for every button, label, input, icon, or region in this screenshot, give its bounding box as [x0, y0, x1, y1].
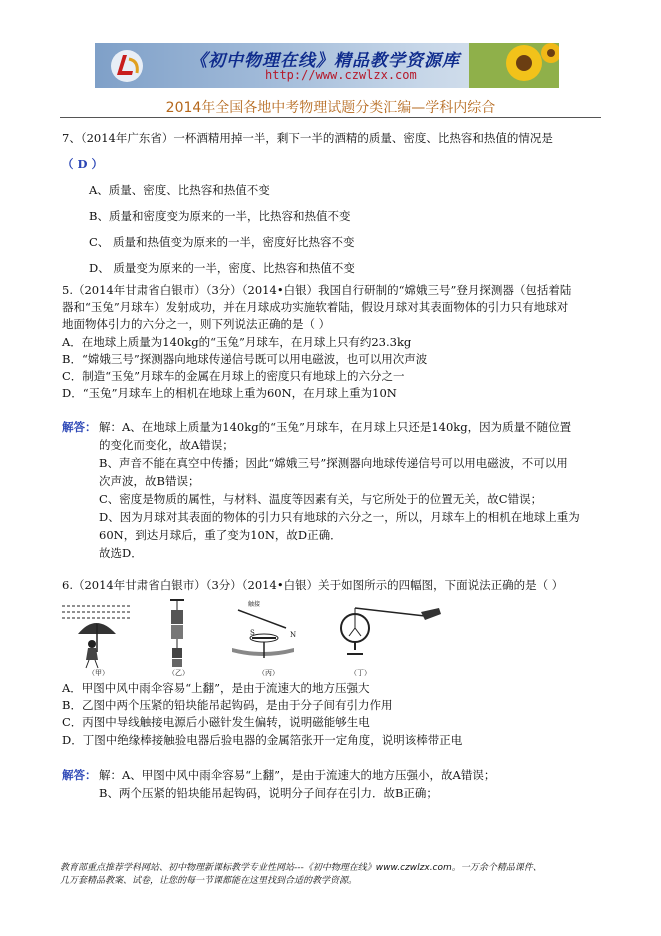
- q5-solution-label: 解答：: [62, 420, 97, 434]
- q5-option-b: B．“嫦娥三号”探测器向地球传递信号既可以用电磁波，也可以用次声波: [62, 352, 428, 366]
- q5-solution-line: D、因为月球对其表面的物体的引力只有地球的六分之一，所以，月球车上的相机在地球上重为: [99, 510, 580, 524]
- q5-solution-line: 解：A、在地球上质量为140kg的“玉兔”月球车，在月球上只还是140kg，因为质量不随位置: [99, 420, 572, 434]
- figure-n-label: N: [290, 631, 297, 639]
- q7-stem: 7、（2014年广东省）一杯酒精用掉一半，剩下一半的酒精的质量、密度、比热容和热值的情况是: [62, 131, 553, 145]
- figure-touch-label: 触接: [248, 601, 261, 608]
- q5-stem-line: 5.（2014年甘肃省白银市）（3分）（2014•白银）我国自行研制的“嫦娥三号”登月探测器（包括着陆: [62, 283, 572, 297]
- page-footer: [60, 862, 542, 888]
- q6-solution-line: B、两个压紧的铅块能吊起钩码，说明分子间存在引力．故B正确；: [99, 786, 438, 800]
- q6-option-c: C．丙图中导线触接电源后小磁针发生偏转，说明磁能够生电: [62, 715, 370, 729]
- q5-solution-line: 60N，到达月球后，重了变为10N，故D正确．: [99, 528, 342, 542]
- q6-option-d: D．丁图中绝缘棒接触验电器后验电器的金属箔张开一定角度，说明该棒带正电: [62, 733, 463, 747]
- q7-option-a: A、质量、密度、比热容和热值不变: [89, 183, 270, 197]
- q6-solution-label: 解答：: [62, 768, 97, 782]
- figure-s-label: S: [250, 629, 255, 637]
- q5-stem-line: 地面物体引力的六分之一，则下列说法正确的是（ ）: [62, 317, 331, 331]
- site-logo-icon: [109, 49, 145, 83]
- q5-solution-line: 故选D．: [99, 546, 143, 560]
- figure-label-b: （乙）: [168, 669, 189, 677]
- q5-solution-line: C、密度是物质的属性，与材料、温度等因素有关，与它所处于的位置无关，故C错误；: [99, 492, 543, 506]
- figure-label-d: （丁）: [350, 669, 371, 677]
- q7-option-c: C、 质量和热值变为原来的一半，密度好比热容不变: [89, 235, 355, 249]
- footer-line: 教育部重点推荐学科网站、初中物理新课标教学专业性网站---《初中物理在线》www.czwlzx.com。一万余个精品课件、: [60, 863, 542, 873]
- figure-label-a: （甲）: [88, 669, 109, 677]
- banner-title: 《初中物理在线》精品教学资源库: [190, 51, 460, 71]
- footer-line: 几万套精品教案、试卷，让您的每一节课都能在这里找到合适的教学资源。: [60, 876, 358, 886]
- sunflower-icon: [469, 43, 559, 88]
- document-title: 2014年全国各地中考物理试题分类汇编—学科内综合: [165, 100, 496, 116]
- q5-option-d: D．“玉兔”月球车上的相机在地球上重为60N，在月球上重为10N: [62, 386, 397, 400]
- title-divider: [60, 117, 601, 118]
- q7-option-d: D、 质量变为原来的一半，密度、比热容和热值不变: [89, 261, 355, 275]
- q7-answer: （ D ）: [62, 157, 103, 171]
- q5-solution-line: 次声波，故B错误；: [99, 474, 200, 488]
- banner-url[interactable]: http://www.czwlzx.com: [265, 68, 417, 82]
- q6-stem: 6.（2014年甘肃省白银市）（3分）（2014•白银）关于如图所示的四幅图，下面说法正确的是（ ）: [62, 578, 564, 592]
- site-banner: [95, 43, 559, 88]
- q6-option-a: A．甲图中风中雨伞容易“上翻”，是由于流速大的地方压强大: [62, 681, 370, 695]
- figure-label-c: （丙）: [258, 669, 279, 677]
- q5-option-a: A．在地球上质量为140kg的“玉兔”月球车，在月球上只有约23.3kg: [62, 335, 412, 349]
- q5-solution-line: B、声音不能在真空中传播；因此“嫦娥三号”探测器向地球传递信号可以用电磁波，不可以用: [99, 456, 568, 470]
- q6-option-b: B．乙图中两个压紧的铅块能吊起钩码，是由于分子间有引力作用: [62, 698, 393, 712]
- q5-solution-line: 的变化而变化，故A错误；: [99, 438, 234, 452]
- q5-option-c: C．制造“玉兔”月球车的金属在月球上的密度只有地球上的六分之一: [62, 369, 405, 383]
- q6-solution-line: 解：A、甲图中风中雨伞容易“上翻”，是由于流速大的地方压强小，故A错误；: [99, 768, 496, 782]
- q7-option-b: B、质量和密度变为原来的一半，比热容和热值不变: [89, 209, 351, 223]
- q5-stem-line: 器和“玉兔”月球车）发射成功，并在月球成功实施软着陆，假设月球对其表面物体的引力只有地球对: [62, 300, 569, 314]
